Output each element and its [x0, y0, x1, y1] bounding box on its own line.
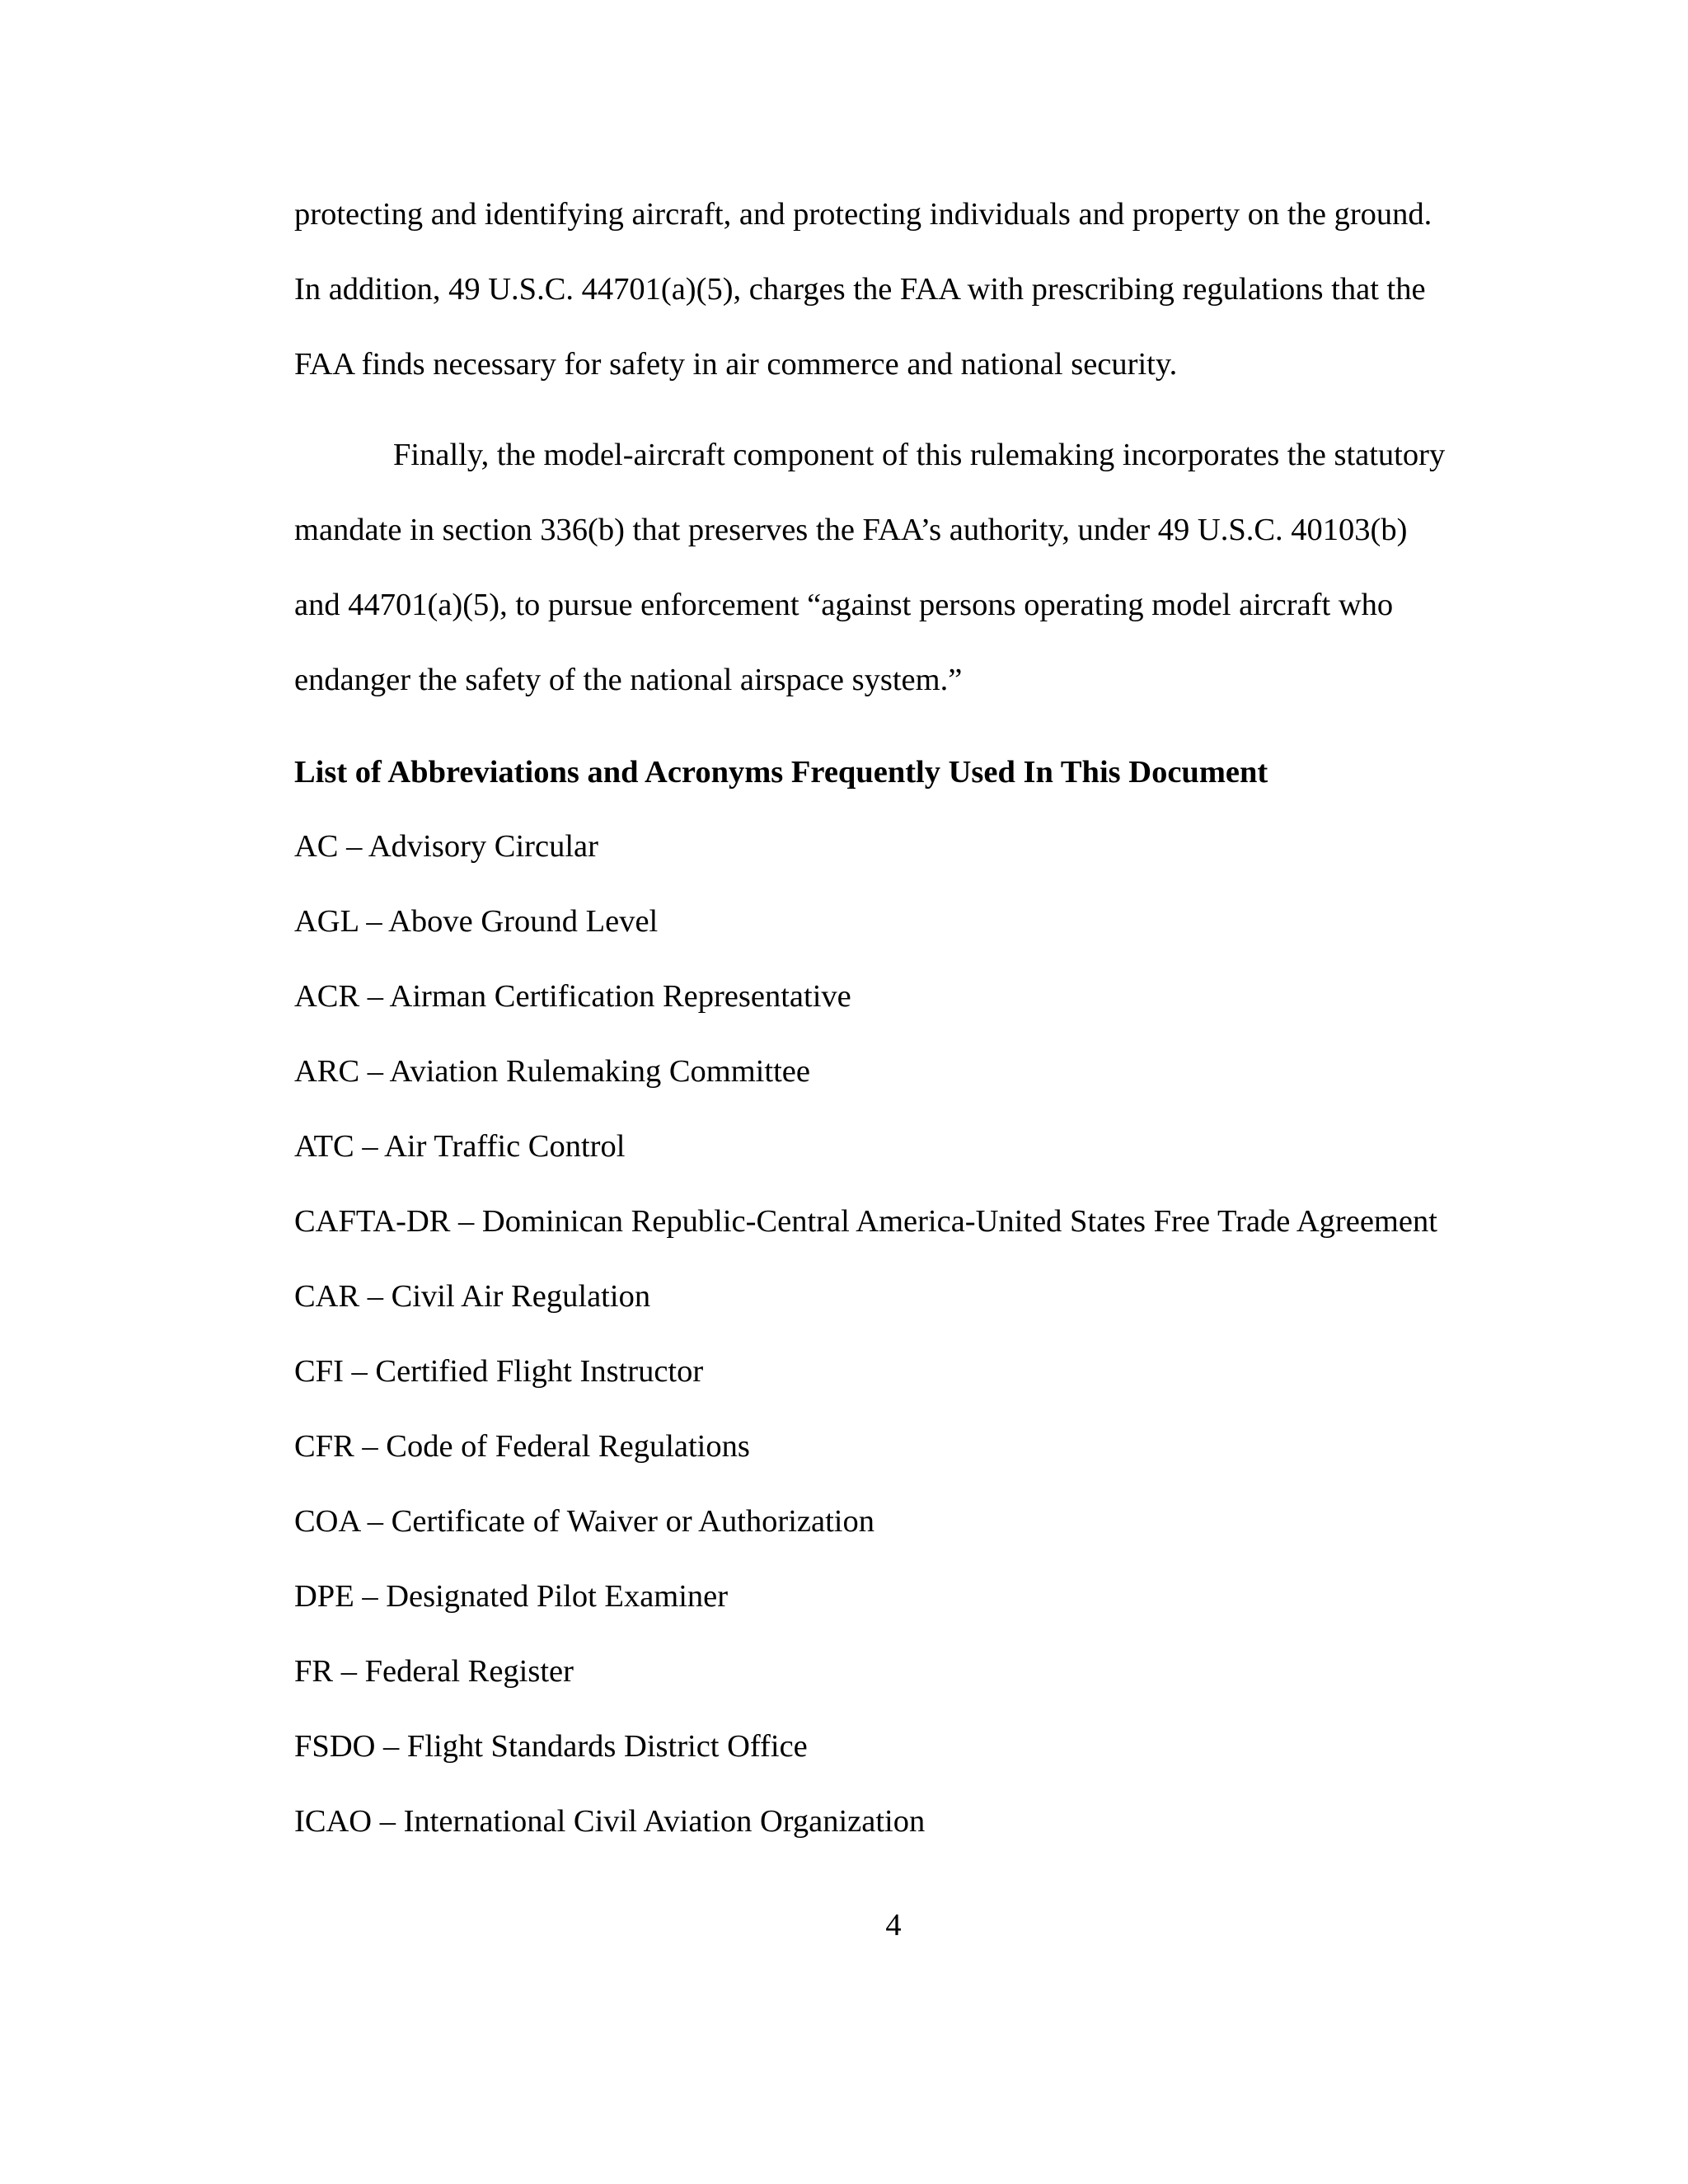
abbreviation-item: FSDO – Flight Standards District Office — [294, 1729, 808, 1764]
abbreviation-item: ICAO – International Civil Aviation Organization — [294, 1804, 926, 1839]
abbreviation-item: ARC – Aviation Rulemaking Committee — [294, 1054, 810, 1089]
body-text-line: endanger the safety of the national airspace system.” — [294, 663, 963, 697]
body-text-line: Finally, the model-aircraft component of this rulemaking incorporates the statutory — [393, 438, 1446, 472]
abbreviation-item: CFI – Certified Flight Instructor — [294, 1354, 704, 1389]
abbreviation-item: DPE – Designated Pilot Examiner — [294, 1579, 729, 1614]
abbreviation-item: CAR – Civil Air Regulation — [294, 1279, 651, 1314]
body-text-line: FAA finds necessary for safety in air commerce and national security. — [294, 347, 1178, 382]
body-text-line: and 44701(a)(5), to pursue enforcement “against persons operating model aircraft who — [294, 588, 1394, 622]
abbreviation-item: ACR – Airman Certification Representative — [294, 979, 851, 1014]
abbreviation-item: COA – Certificate of Waiver or Authorization — [294, 1504, 874, 1539]
body-text-line: protecting and identifying aircraft, and protecting individuals and property on the ground. — [294, 197, 1432, 232]
page-number: 4 — [885, 1908, 902, 1943]
section-heading: List of Abbreviations and Acronyms Frequently Used In This Document — [294, 755, 1268, 790]
abbreviation-item: AC – Advisory Circular — [294, 829, 598, 864]
abbreviation-item: CAFTA-DR – Dominican Republic-Central America-United States Free Trade Agreement — [294, 1204, 1437, 1239]
body-text-line: mandate in section 336(b) that preserves the FAA’s authority, under 49 U.S.C. 40103(b) — [294, 513, 1408, 547]
abbreviation-item: CFR – Code of Federal Regulations — [294, 1429, 750, 1464]
body-text-line: In addition, 49 U.S.C. 44701(a)(5), charges the FAA with prescribing regulations that the — [294, 272, 1426, 307]
abbreviation-item: ATC – Air Traffic Control — [294, 1129, 626, 1164]
abbreviation-item: AGL – Above Ground Level — [294, 904, 659, 939]
abbreviation-item: FR – Federal Register — [294, 1654, 574, 1689]
